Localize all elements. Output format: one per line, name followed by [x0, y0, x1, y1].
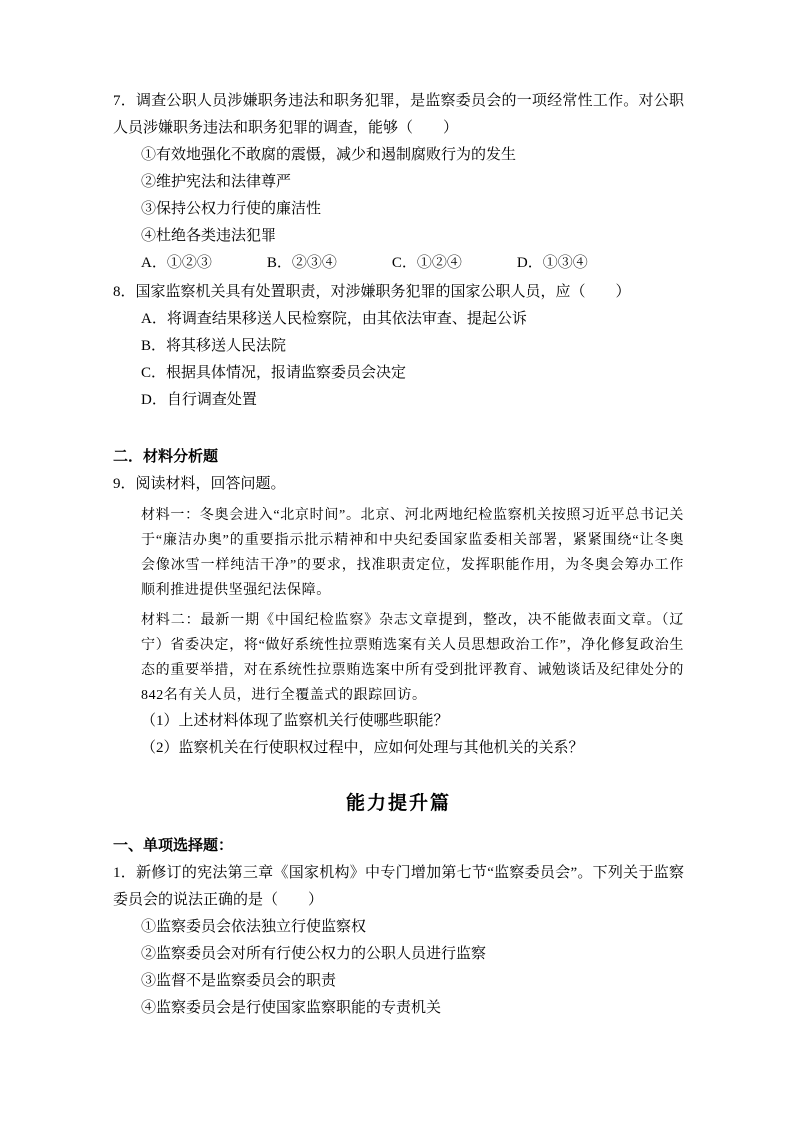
question-1	[113, 860, 684, 1022]
question-7	[113, 88, 684, 277]
question-9-subquestion-2: （2）监察机关在行使职权过程中，应如何处理与其他机关的关系？	[141, 740, 584, 756]
question-7-choice-c: C．①②④	[391, 255, 462, 271]
question-9-material-2: 材料二：最新一期《中国纪检监察》杂志文章提到，整改，决不能做表面文章。（辽宁）省委决定，将“做好系统性拉票贿选案有关人员思想政治工作”，净化修复政治生态的重要举措，对在系统性拉票贿选案中所有受到批评教育、诫勉谈话及纪律处分的842名有关人员，进行全覆盖式的跟踪回访。	[141, 613, 684, 703]
question-7-item-1: ①有效地强化不敢腐的震慑，减少和遏制腐败行为的发生	[141, 147, 517, 163]
question-9	[113, 471, 684, 762]
question-8	[113, 279, 684, 414]
section-ability-improvement-title: 能力提升篇	[345, 793, 451, 814]
question-1-item-2: ②监察委员会对所有行使公权力的公职人员进行监察	[141, 946, 487, 962]
section-material-analysis-title: 二．材料分析题	[113, 449, 219, 465]
question-7-choice-d: D．①③④	[516, 255, 588, 271]
question-1-stem: 1．新修订的宪法第三章《国家机构》中专门增加第七节“监察委员会”。下列关于监察委员会的说法正确的是（ ）	[113, 865, 684, 908]
question-1-item-1: ①监察委员会依法独立行使监察权	[141, 919, 367, 935]
section-single-choice-title: 一、单项选择题：	[113, 838, 234, 854]
question-1-item-4: ④监察委员会是行使国家监察职能的专责机关	[141, 1000, 442, 1016]
question-8-option-c: C．根据具体情况，报请监察委员会决定	[141, 365, 407, 381]
question-9-stem: 9．阅读材料，回答问题。	[113, 476, 286, 492]
question-9-subquestion-1: （1）上述材料体现了监察机关行使哪些职能？	[141, 713, 449, 729]
question-8-option-d: D．自行调查处置	[141, 392, 257, 408]
question-7-item-2: ②维护宪法和法律尊严	[141, 174, 292, 190]
question-8-option-a: A．将调查结果移送人民检察院，由其依法审查、提起公诉	[141, 311, 527, 327]
question-8-stem: 8．国家监察机关具有处置职责，对涉嫌职务犯罪的国家公职人员，应（ ）	[113, 284, 631, 300]
question-8-option-b: B．将其移送人民法院	[141, 338, 287, 354]
question-7-stem: 7．调查公职人员涉嫌职务违法和职务犯罪，是监察委员会的一项经常性工作。对公职人员涉嫌职务违法和职务犯罪的调查，能够（ ）	[113, 93, 684, 136]
question-1-item-3: ③监督不是监察委员会的职责	[141, 973, 337, 989]
question-7-choices	[141, 250, 684, 277]
question-7-choice-b: B．②③④	[266, 255, 337, 271]
question-9-material-1: 材料一：冬奥会进入“北京时间”。北京、河北两地纪检监察机关按照习近平总书记关于“廉洁办奥”的重要指示批示精神和中央纪委国家监委相关部署，紧紧围绕“让冬奥会像冰雪一样纯洁干净”的要求，找准职责定位，发挥职能作用，为冬奥会筹办工作顺利推进提供坚强纪法保障。	[141, 508, 684, 598]
question-7-item-3: ③保持公权力行使的廉洁性	[141, 201, 322, 217]
question-7-choice-a: A．①②③	[141, 255, 212, 271]
question-7-item-4: ④杜绝各类违法犯罪	[141, 228, 277, 244]
